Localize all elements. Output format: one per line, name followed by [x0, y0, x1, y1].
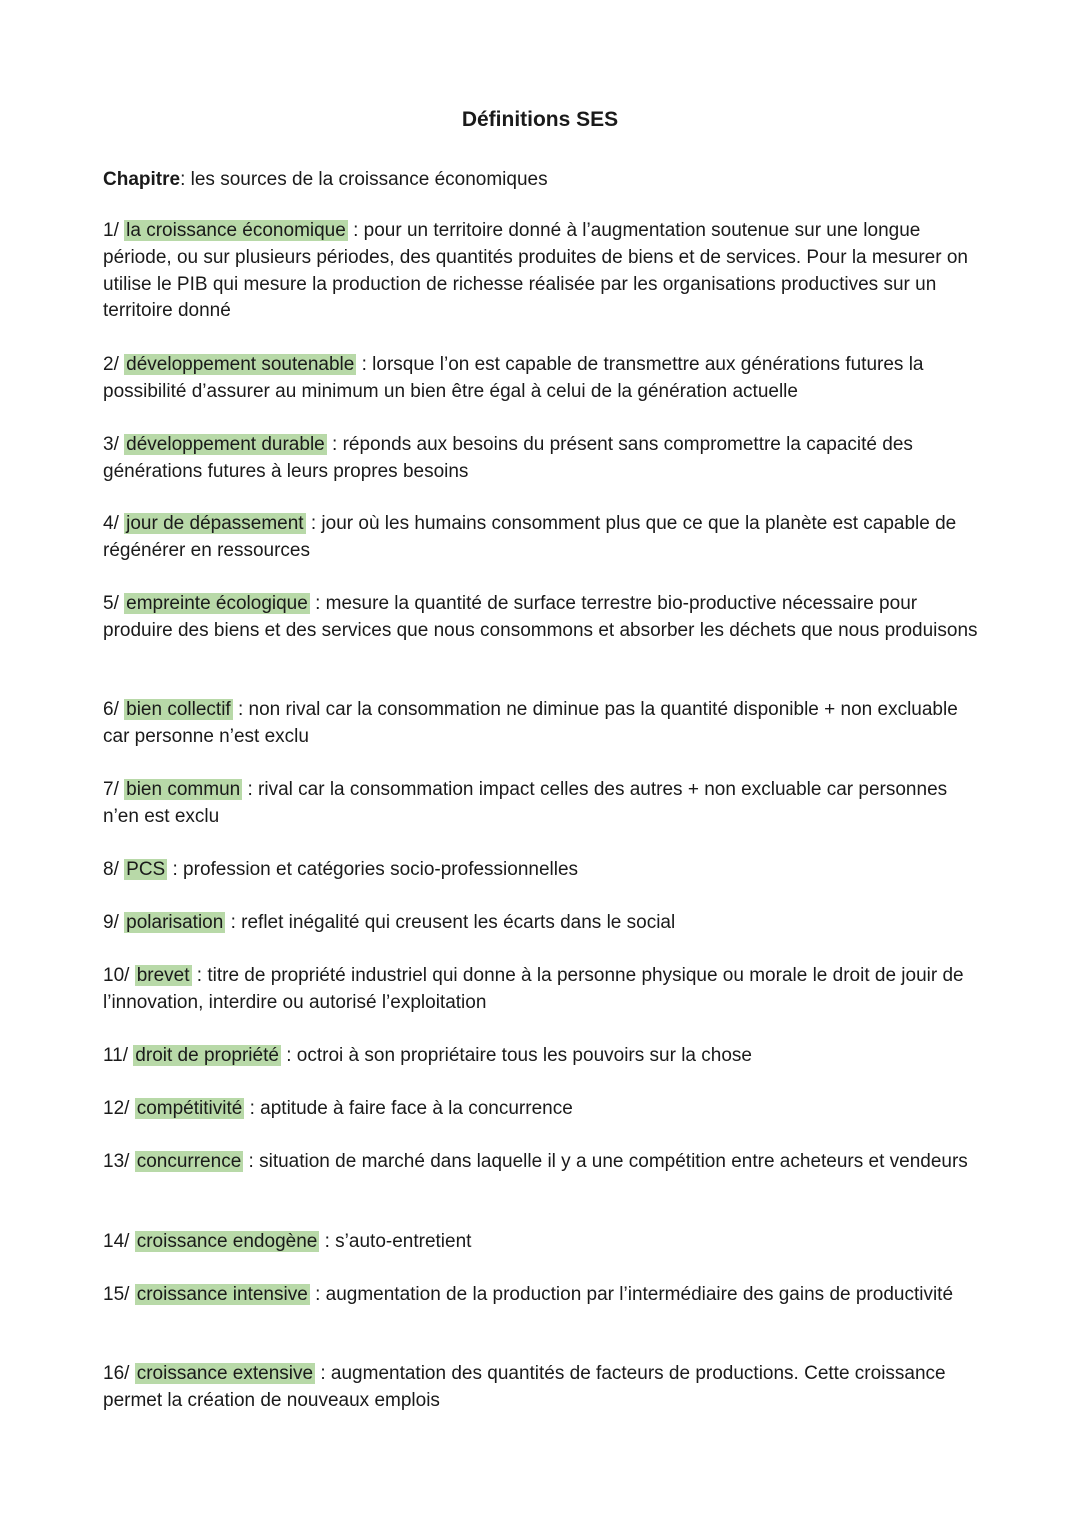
definition-text: : reflet inégalité qui creusent les écarts dans le social: [230, 912, 676, 933]
definition-term: PCS: [126, 859, 166, 880]
definition-number: 6/: [103, 699, 119, 720]
definition-number: 15/: [103, 1284, 130, 1305]
definition-number: 10/: [103, 965, 130, 986]
chapter-text: : les sources de la croissance économiques: [180, 169, 548, 190]
definition-number: 4/: [103, 513, 119, 534]
definition-text: : réponds aux besoins du présent sans compromettre la capacité des générations futures à leurs propres besoins: [103, 434, 913, 482]
definition-item: [103, 1361, 983, 1415]
definition-item: [103, 963, 983, 1017]
definition-number: 5/: [103, 593, 119, 614]
definition-term: croissance endogène: [136, 1231, 318, 1252]
definition-number: 7/: [103, 779, 119, 800]
definition-number: 3/: [103, 434, 119, 455]
definition-item: [103, 1096, 983, 1123]
page-title: Définitions SES: [461, 108, 619, 131]
definition-term: brevet: [136, 965, 190, 986]
definition-number: 12/: [103, 1098, 130, 1119]
chapter-line: [103, 167, 548, 193]
definition-number: 11/: [103, 1045, 129, 1066]
definition-text: : pour un territoire donné à l’augmentation soutenue sur une longue période, ou sur plusieurs périodes, des quantités produites de biens et de services. Pour la mesurer on utilise le PIB qui mesure la production de richesse réalisée par les organisations productives sur un territoire donné: [103, 220, 968, 322]
definition-term: polarisation: [126, 912, 224, 933]
definition-term: empreinte écologique: [126, 593, 308, 614]
definition-term: compétitivité: [136, 1098, 243, 1119]
definition-term: la croissance économique: [126, 220, 346, 241]
definition-text: : titre de propriété industriel qui donne à la personne physique ou morale le droit de jouir de l’innovation, interdire ou autorisé l’exploitation: [103, 965, 964, 1013]
definition-number: 9/: [103, 912, 119, 933]
definition-term: bien collectif: [126, 699, 231, 720]
definition-number: 16/: [103, 1363, 130, 1384]
definition-text: : augmentation de la production par l’intermédiaire des gains de productivité: [315, 1284, 954, 1305]
definition-text: : rival car la consommation impact celles des autres + non excluable car personnes n’en est exclu: [103, 779, 948, 827]
definition-item: [103, 1043, 983, 1070]
definition-text: : situation de marché dans laquelle il y a une compétition entre acheteurs et vendeurs: [248, 1151, 968, 1172]
definition-number: 13/: [103, 1151, 130, 1172]
definition-term: droit de propriété: [135, 1045, 279, 1066]
definition-text: : s’auto-entretient: [324, 1231, 472, 1252]
definition-term: développement soutenable: [126, 354, 355, 375]
definition-number: 1/: [103, 220, 119, 241]
definition-item: [103, 511, 983, 565]
definition-item: [103, 352, 983, 406]
definition-item: [103, 591, 983, 645]
definition-text: : lorsque l’on est capable de transmettre aux générations futures la possibilité d’assurer au minimum un bien être égal à celui de la génération actuelle: [103, 354, 924, 402]
definition-term: croissance extensive: [136, 1363, 314, 1384]
definition-text: : profession et catégories socio-professionnelles: [172, 859, 579, 880]
definition-term: développement durable: [126, 434, 325, 455]
definition-text: : octroi à son propriétaire tous les pouvoirs sur la chose: [286, 1045, 752, 1066]
definition-text: : aptitude à faire face à la concurrence: [249, 1098, 573, 1119]
definition-text: : mesure la quantité de surface terrestre bio-productive nécessaire pour produire des biens et des services que nous consommons et absorber les déchets que nous produisons: [103, 593, 978, 641]
definition-item: [103, 1282, 983, 1309]
definition-item: [103, 1229, 983, 1256]
definition-item: [103, 777, 983, 831]
definition-item: [103, 910, 983, 937]
definition-term: croissance intensive: [136, 1284, 308, 1305]
definition-term: concurrence: [136, 1151, 242, 1172]
definition-item: [103, 432, 983, 486]
definition-item: [103, 857, 983, 884]
definition-item: [103, 1149, 983, 1176]
definition-number: 8/: [103, 859, 119, 880]
definition-term: bien commun: [126, 779, 241, 800]
definition-item: [103, 218, 983, 325]
definition-text: : non rival car la consommation ne diminue pas la quantité disponible + non excluable car personne n’est exclu: [103, 699, 958, 747]
definition-item: [103, 697, 983, 751]
definition-text: : augmentation des quantités de facteurs de productions. Cette croissance permet la création de nouveaux emplois: [103, 1363, 946, 1411]
definition-text: : jour où les humains consomment plus que ce que la planète est capable de régénérer en ressources: [103, 513, 957, 561]
definition-term: jour de dépassement: [126, 513, 304, 534]
definition-number: 14/: [103, 1231, 130, 1252]
definition-number: 2/: [103, 354, 119, 375]
chapter-label: Chapitre: [103, 169, 181, 190]
